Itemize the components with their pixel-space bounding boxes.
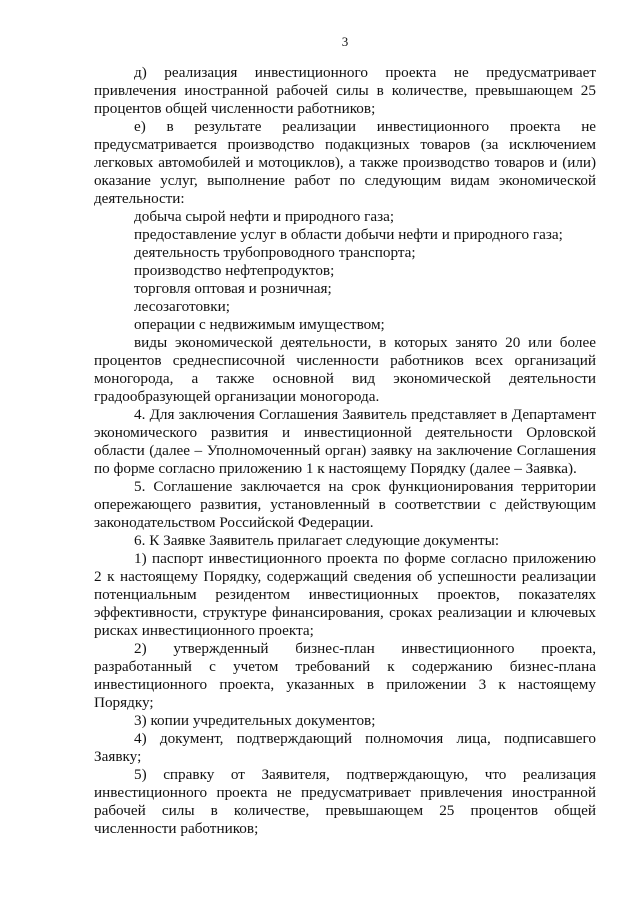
list-item: предоставление услуг в области добычи нефти и природного газа; [134, 226, 563, 243]
paragraph-5: 5. Соглашение заключается на срок функционирования территории опережающего развития, установленный в соответствии с действующим законодательством Российской Федерации. [94, 478, 596, 531]
page-number: 3 [341, 34, 349, 49]
list-item: лесозаготовки; [134, 298, 230, 315]
document-item-1: 1) паспорт инвестиционного проекта по форме согласно приложению 2 к настоящему Порядку, содержащий сведения об успешности реализации потенциальным резидентом инвестиционных проектов, показателях эффективности, структуре финансирования, сроках реализации и ключевых рисках инвестиционного проекта; [94, 550, 596, 639]
document-body [94, 64, 596, 838]
list-item: производство нефтепродуктов; [134, 262, 335, 279]
list-item: торговля оптовая и розничная; [134, 280, 332, 297]
document-item-5: 5) справку от Заявителя, подтверждающую, что реализация инвестиционного проекта не предусматривает привлечения иностранной рабочей силы в количестве, превышающем 25 процентов общей численности работников; [94, 766, 596, 837]
list-item: добыча сырой нефти и природного газа; [134, 208, 395, 225]
list-item: операции с недвижимым имуществом; [134, 316, 385, 333]
paragraph-d: д) реализация инвестиционного проекта не предусматривает привлечения иностранной рабочей силы в количестве, превышающем 25 процентов общей численности работников; [94, 64, 596, 117]
paragraph-4: 4. Для заключения Соглашения Заявитель представляет в Департамент экономического развития и инвестиционной деятельности Орловской области (далее – Уполномоченный орган) заявку на заключение Соглашения по форме согласно приложению 1 к настоящему Порядку (далее – Заявка). [94, 406, 596, 477]
paragraph-monotown: виды экономической деятельности, в которых занято 20 или более процентов среднесписочной численности работников всех организаций моногорода, а также основной вид экономической деятельности градообразующей организации моногорода. [94, 334, 596, 405]
paragraph-6: 6. К Заявке Заявитель прилагает следующие документы: [134, 532, 500, 549]
document-item-4: 4) документ, подтверждающий полномочия лица, подписавшего Заявку; [94, 730, 596, 765]
document-item-2: 2) утвержденный бизнес-план инвестиционного проекта, разработанный с учетом требований к содержанию бизнес-плана инвестиционного проекта, указанных в приложении 3 к настоящему Порядку; [94, 640, 596, 711]
list-item: деятельность трубопроводного транспорта; [134, 244, 416, 261]
activity-list [94, 208, 596, 334]
document-item-3: 3) копии учредительных документов; [134, 712, 376, 729]
paragraph-e: е) в результате реализации инвестиционного проекта не предусматривается производство подакцизных товаров (за исключением легковых автомобилей и мотоциклов), а также производство товаров и (или) оказание услуг, выполнение работ по следующим видам экономической деятельности: [94, 118, 596, 207]
